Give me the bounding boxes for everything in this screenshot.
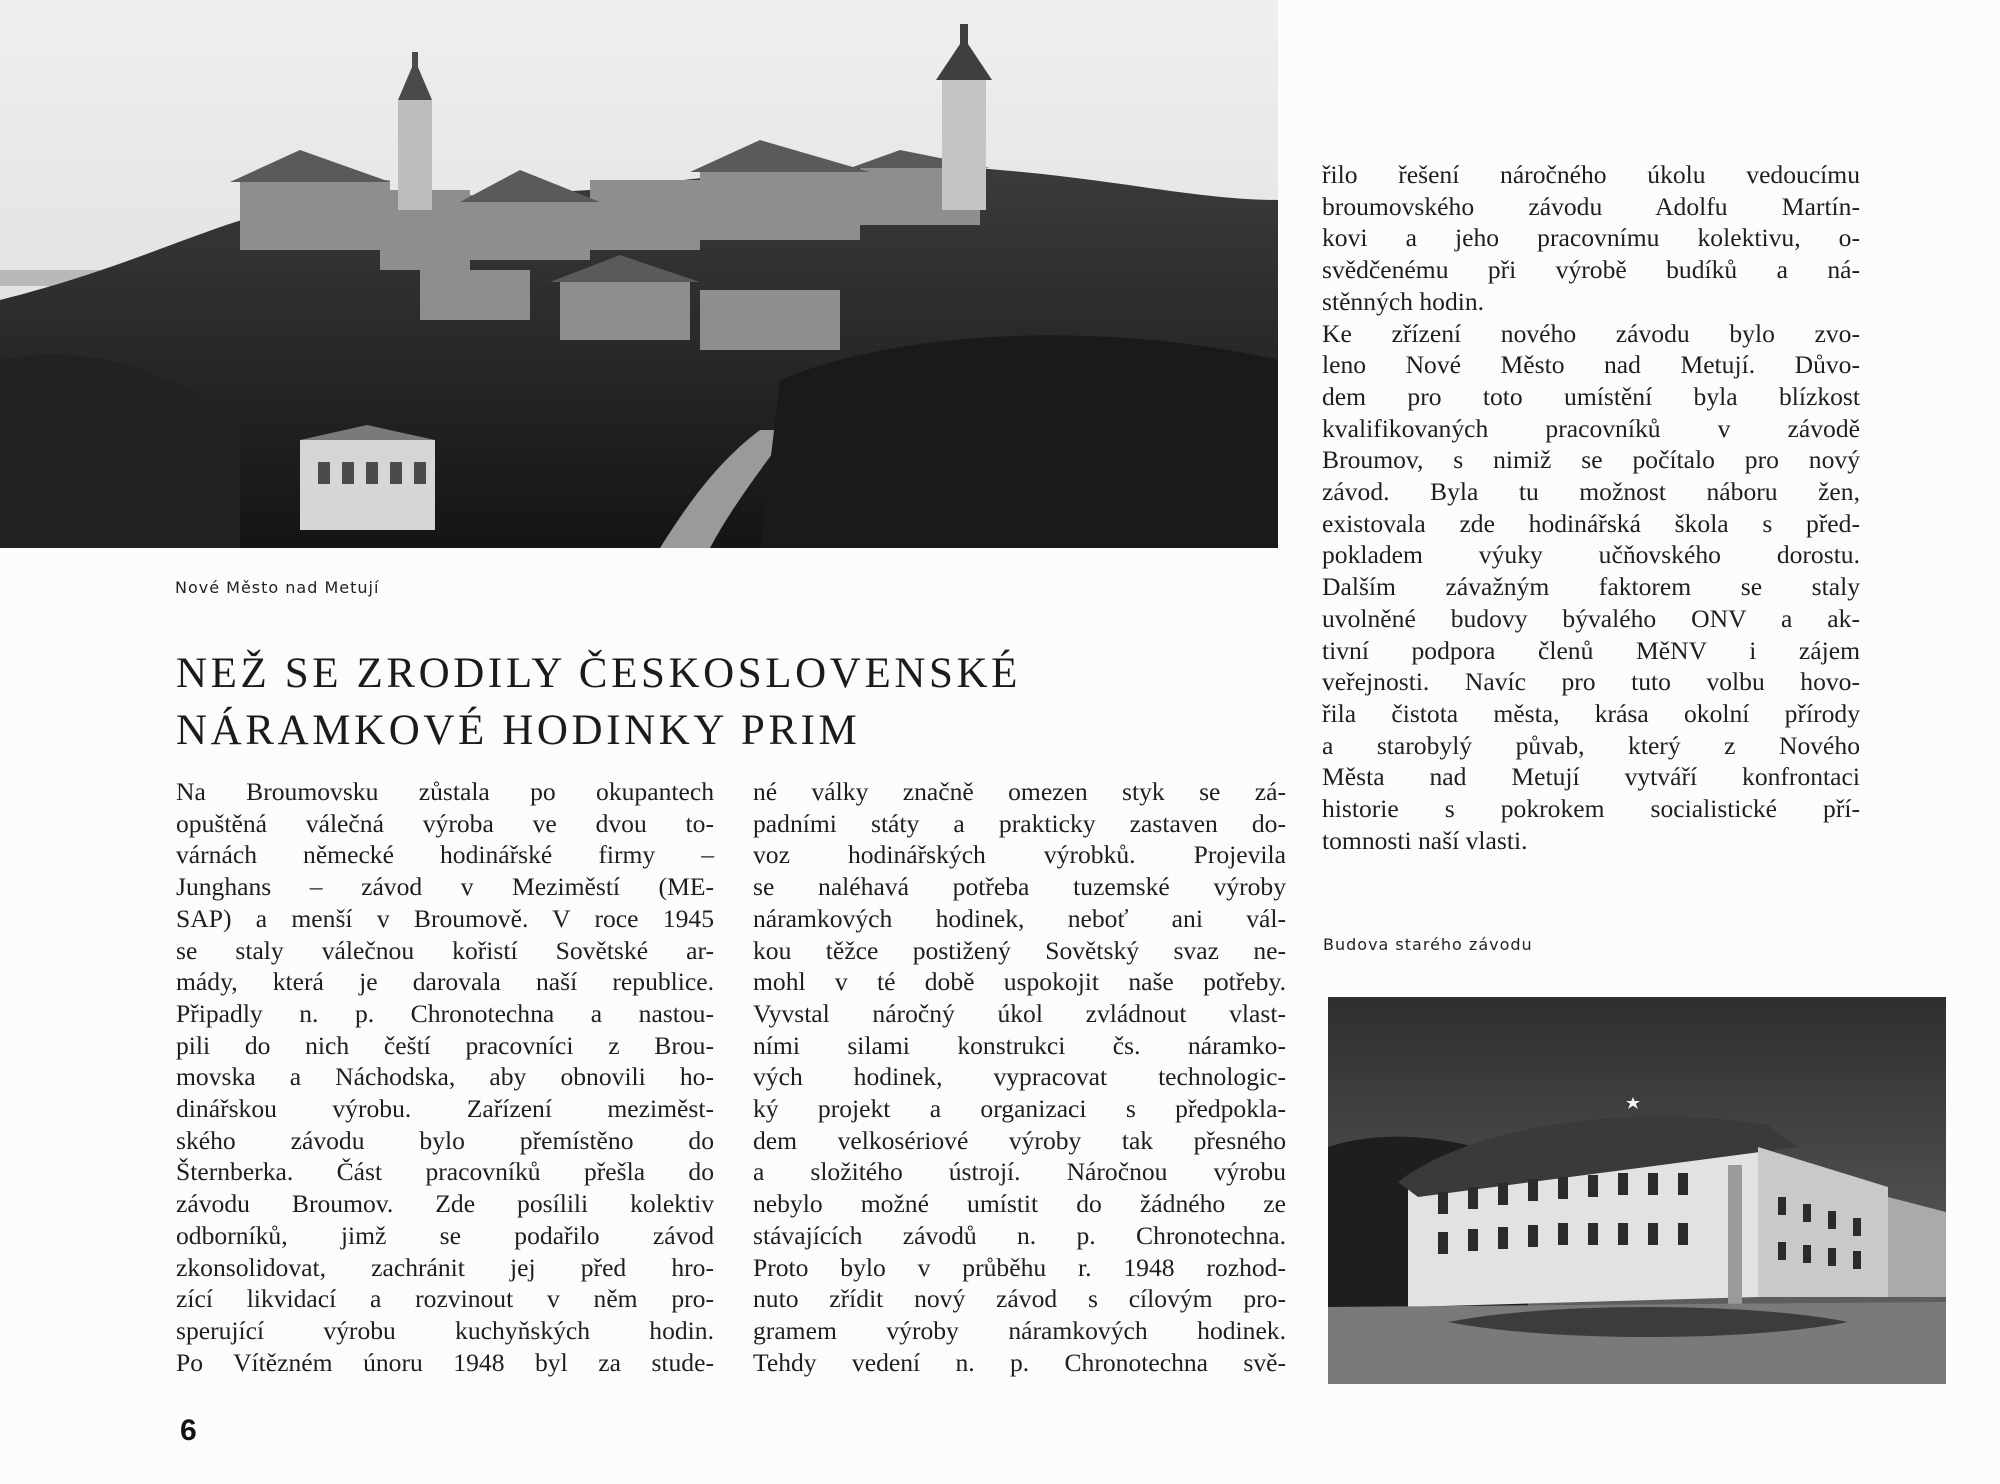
text-line: Ke zřízení nového závodu bylo zvo- <box>1322 318 1860 348</box>
article-title-line: NEŽ SE ZRODILY ČESKOSLOVENSKÉ <box>176 650 1022 697</box>
text-line: broumovského závodu Adolfu Martín- <box>1322 191 1860 221</box>
text-line: Šternberka. Část pracovníků přešla do <box>176 1157 714 1187</box>
text-line: SAP) a menší v Broumově. V roce 1945 <box>176 903 714 933</box>
text-line: zící likvidací a rozvinout v něm pro- <box>176 1284 714 1314</box>
text-line: existovala zde hodinářská škola s před- <box>1322 508 1860 538</box>
factory-photo-caption: Budova starého závodu <box>1323 935 1533 954</box>
text-line: pili do nich čeští pracovníci z Brou- <box>176 1030 714 1060</box>
text-line: uvolněné budovy bývalého ONV a ak- <box>1322 603 1860 633</box>
text-line: a starobylý půvab, který z Nového <box>1322 730 1860 760</box>
text-line: odborníků, jimž se podařilo závod <box>176 1220 714 1250</box>
article-column-1 <box>176 776 714 1378</box>
text-line: závodu Broumov. Zde posílili kolektiv <box>176 1189 714 1219</box>
text-line: movska a Náchodska, aby obnovili ho- <box>176 1062 714 1092</box>
town-photo <box>0 0 1278 548</box>
text-line: mohl v té době uspokojit naše potřeby. <box>753 967 1286 997</box>
text-line: stěnných hodin. <box>1322 286 1485 316</box>
page-number: 6 <box>180 1414 197 1447</box>
text-line: dinářskou výrobu. Zařízení meziměst- <box>176 1094 714 1124</box>
town-photo-caption: Nové Město nad Metují <box>175 578 380 597</box>
text-line: Na Broumovsku zůstala po okupantech <box>176 777 714 806</box>
text-line: historie s pokrokem socialistické pří- <box>1322 794 1860 824</box>
text-line: kvalifikovaných pracovníků v závodě <box>1322 413 1860 443</box>
text-line: se staly válečnou kořistí Sovětské ar- <box>176 935 714 965</box>
text-line: veřejnosti. Navíc pro tuto volbu hovo- <box>1322 667 1860 697</box>
text-line: Broumov, s nimiž se počítalo pro nový <box>1322 445 1860 475</box>
text-line: tomnosti naší vlasti. <box>1322 825 1528 855</box>
text-line: ký projekt a organizaci s předpokla- <box>753 1094 1286 1124</box>
text-line: náramkových hodinek, neboť ani vál- <box>753 903 1286 933</box>
text-line: Junghans – závod v Meziměstí (ME- <box>176 872 714 902</box>
text-line: Připadly n. p. Chronotechna a nastou- <box>176 998 714 1028</box>
text-line: zkonsolidovat, zachránit jej před hro- <box>176 1252 714 1282</box>
factory-photo <box>1328 997 1946 1384</box>
text-line: ského závodu bylo přemístěno do <box>176 1125 714 1155</box>
text-line: Proto bylo v průběhu r. 1948 rozhod- <box>753 1252 1286 1282</box>
text-line: kovi a jeho pracovnímu kolektivu, o- <box>1322 223 1860 253</box>
text-line: svědčenému při výrobě budíků a ná- <box>1322 255 1860 285</box>
text-line: Města nad Metují vytváří konfrontaci <box>1322 762 1860 792</box>
text-line: né války značně omezen styk se zá- <box>753 777 1286 806</box>
text-line: řila čistota města, krása okolní přírody <box>1322 698 1860 728</box>
text-line: várnách německé hodinářské firmy – <box>176 840 714 870</box>
text-line: se naléhavá potřeba tuzemské výroby <box>753 872 1286 902</box>
text-line: tivní podpora členů MěNV i zájem <box>1322 635 1860 665</box>
town-photo-illustration <box>0 0 1278 548</box>
text-line: řilo řešení náročného úkolu vedoucímu <box>1322 160 1860 189</box>
text-line: Vyvstal náročný úkol zvládnout vlast- <box>753 998 1286 1028</box>
text-line: dem velkosériové výroby tak přesného <box>753 1125 1286 1155</box>
text-line: mády, která je darovala naší republice. <box>176 967 714 997</box>
text-line: pokladem výuky učňovského dorostu. <box>1322 540 1860 570</box>
text-line: Dalším závažným faktorem se staly <box>1322 572 1860 602</box>
text-line: dem pro toto umístění byla blízkost <box>1322 381 1860 411</box>
text-line: Tehdy vedení n. p. Chronotechna svě- <box>753 1347 1286 1377</box>
text-line: ními silami konstrukci čs. náramko- <box>753 1030 1286 1060</box>
text-line: vých hodinek, vypracovat technologic- <box>753 1062 1286 1092</box>
text-line: nebylo možné umístit do žádného ze <box>753 1189 1286 1219</box>
article-column-2 <box>753 776 1286 1378</box>
factory-photo-illustration <box>1328 997 1946 1384</box>
text-line: stávajících závodů n. p. Chronotechna. <box>753 1220 1286 1250</box>
text-line: padními státy a prakticky zastaven do- <box>753 808 1286 838</box>
article-column-3 <box>1322 159 1860 856</box>
text-line: nuto zřídit nový závod s cílovým pro- <box>753 1284 1286 1314</box>
text-line: a složitého ústrojí. Náročnou výrobu <box>753 1157 1286 1187</box>
article-title <box>176 645 1176 759</box>
text-line: kou těžce postižený Sovětský svaz ne- <box>753 935 1286 965</box>
text-line: sperující výrobu kuchyňských hodin. <box>176 1315 714 1345</box>
text-line: závod. Byla tu možnost náboru žen, <box>1322 477 1860 507</box>
article-title-line: NÁRAMKOVÉ HODINKY PRIM <box>176 707 861 754</box>
text-line: opuštěná válečná výroba ve dvou to- <box>176 808 714 838</box>
text-line: Po Vítězném únoru 1948 byl za stude- <box>176 1347 714 1377</box>
text-line: voz hodinářských výrobků. Projevila <box>753 840 1286 870</box>
text-line: gramem výroby náramkových hodinek. <box>753 1315 1286 1345</box>
text-line: leno Nové Město nad Metují. Důvo- <box>1322 350 1860 380</box>
